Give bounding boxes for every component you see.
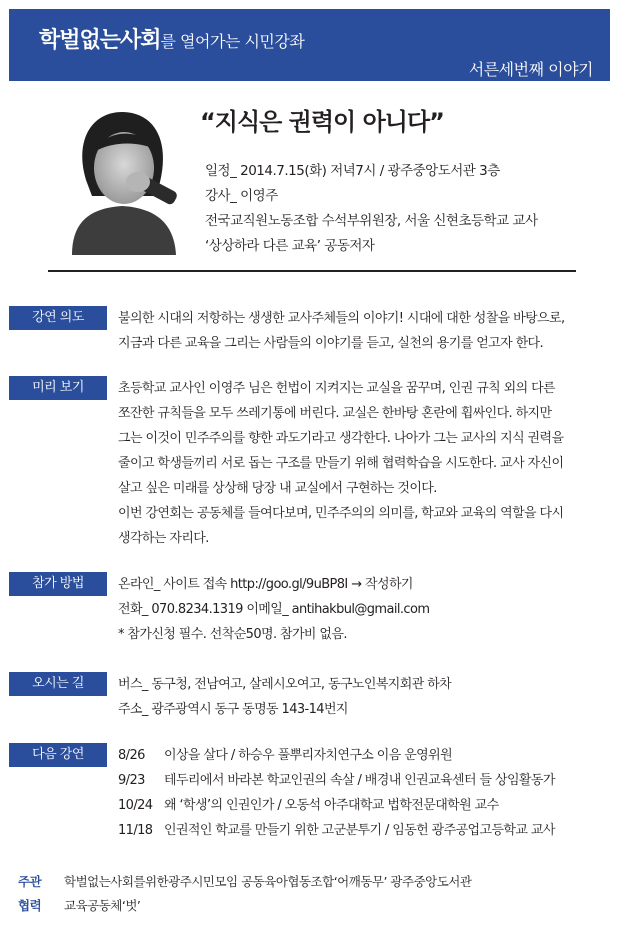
section-body-directions (118, 672, 600, 722)
section-body-next (118, 743, 600, 843)
header-title-main: 학벌없는사회 (39, 28, 161, 53)
headline: “지식은 권력이 아니다” (200, 108, 444, 136)
divider (48, 270, 576, 272)
header-title-rest: 를 열어가는 시민강좌 (160, 32, 305, 51)
lecture-info (205, 159, 537, 259)
next-lecture-date: 10/24 (118, 798, 153, 813)
speaker-photo (52, 100, 192, 255)
directions-bus-line: 버스_ 동구청, 전남여고, 살레시오여고, 동구노인복지회관 하차 (118, 677, 452, 692)
header-title (39, 23, 304, 54)
join-note-line: * 참가신청 필수. 선착순50명. 참가비 없음. (118, 627, 347, 642)
preview-line: 살고 싶은 미래를 상상해 당장 내 교실에서 구현하는 것이다. (118, 481, 437, 496)
preview-line: 이번 강연회는 공동체를 들여다보며, 민주주의의 의미를, 학교와 교육의 역할을 다시 (118, 506, 564, 521)
section-label-preview: 미리 보기 (9, 376, 107, 400)
next-lecture-text: 이상을 살다 / 하승우 풀뿌리자치연구소 이음 운영위원 (164, 748, 453, 763)
section-label-next: 다음 강연 (9, 743, 107, 767)
footer-coop-text: 교육공동체‘벗’ (64, 898, 141, 913)
lecturer-text: 강사_ 이영주 (205, 188, 278, 204)
preview-line: 초등학교 교사인 이영주 님은 헌법이 지켜지는 교실을 꿈꾸며, 인권 규칙 외의 다른 (118, 381, 556, 396)
section-body-intent (118, 306, 600, 356)
section-body-preview (118, 376, 600, 551)
footer-host-text: 학벌없는사회를위한광주시민모임 공동육아협동조합‘어깨동무’ 광주중앙도서관 (64, 874, 472, 889)
next-lecture-text: 인권적인 학교를 만들기 위한 고군분투기 / 임동헌 광주공업고등학교 교사 (164, 823, 555, 838)
footer-host-label: 주관 (18, 874, 42, 889)
header-series: 서른세번째 이야기 (468, 60, 593, 79)
next-lecture-date: 9/23 (118, 773, 145, 788)
next-lecture-text: 왜 ‘학생’의 인권인가 / 오동석 아주대학교 법학전문대학원 교수 (164, 798, 499, 813)
preview-line: 줄이고 학생들끼리 서로 돕는 구조를 만들기 위해 협력학습을 시도한다. 교사 자신이 (118, 456, 564, 471)
intent-line: 지금과 다른 교육을 그리는 사람들의 이야기를 듣고, 실천의 용기를 얻고자 한다. (118, 336, 544, 351)
next-lecture-date: 8/26 (118, 748, 145, 763)
schedule-text: 일정_ 2014.7.15(화) 저녁7시 / 광주중앙도서관 3층 (205, 163, 500, 179)
directions-address-line: 주소_ 광주광역시 동구 동명동 143-14번지 (118, 702, 348, 717)
next-lecture-text: 테두리에서 바라본 학교인권의 속살 / 배경내 인권교육센터 들 상임활동가 (164, 773, 555, 788)
preview-line: 쪼잔한 규칙들을 모두 쓰레기통에 버린다. 교실은 한바탕 혼란에 휩싸인다. 하지만 (118, 406, 552, 421)
next-lecture-item (118, 743, 600, 768)
next-lecture-item (118, 793, 600, 818)
preview-line: 그는 이것이 민주주의를 향한 과도기라고 생각한다. 나아가 그는 교사의 지식 권력을 (118, 431, 564, 446)
intent-line: 불의한 시대의 저항하는 생생한 교사주체들의 이야기! 시대에 대한 성찰을 바탕으로, (118, 311, 565, 326)
next-lecture-date: 11/18 (118, 823, 153, 838)
section-body-join (118, 572, 600, 647)
footer-coop-label: 협력 (18, 898, 42, 913)
join-online-line: 온라인_ 사이트 접속 http://goo.gl/9uBP8I → 작성하기 (118, 577, 413, 592)
section-label-intent: 강연 의도 (9, 306, 107, 330)
footer-coop (18, 896, 140, 914)
next-lecture-item (118, 768, 600, 793)
footer-host (18, 872, 471, 890)
header-banner (9, 9, 610, 81)
next-lecture-item (118, 818, 600, 843)
position-text: 전국교직원노동조합 수석부위원장, 서울 신현초등학교 교사 (205, 213, 538, 229)
section-label-join: 참가 방법 (9, 572, 107, 596)
section-label-directions: 오시는 길 (9, 672, 107, 696)
coauthor-text: ‘상상하라 다른 교육’ 공동저자 (205, 238, 375, 254)
preview-line: 생각하는 자리다. (118, 531, 209, 546)
join-contact-line: 전화_ 070.8234.1319 이메일_ antihakbul@gmail.com (118, 602, 430, 617)
